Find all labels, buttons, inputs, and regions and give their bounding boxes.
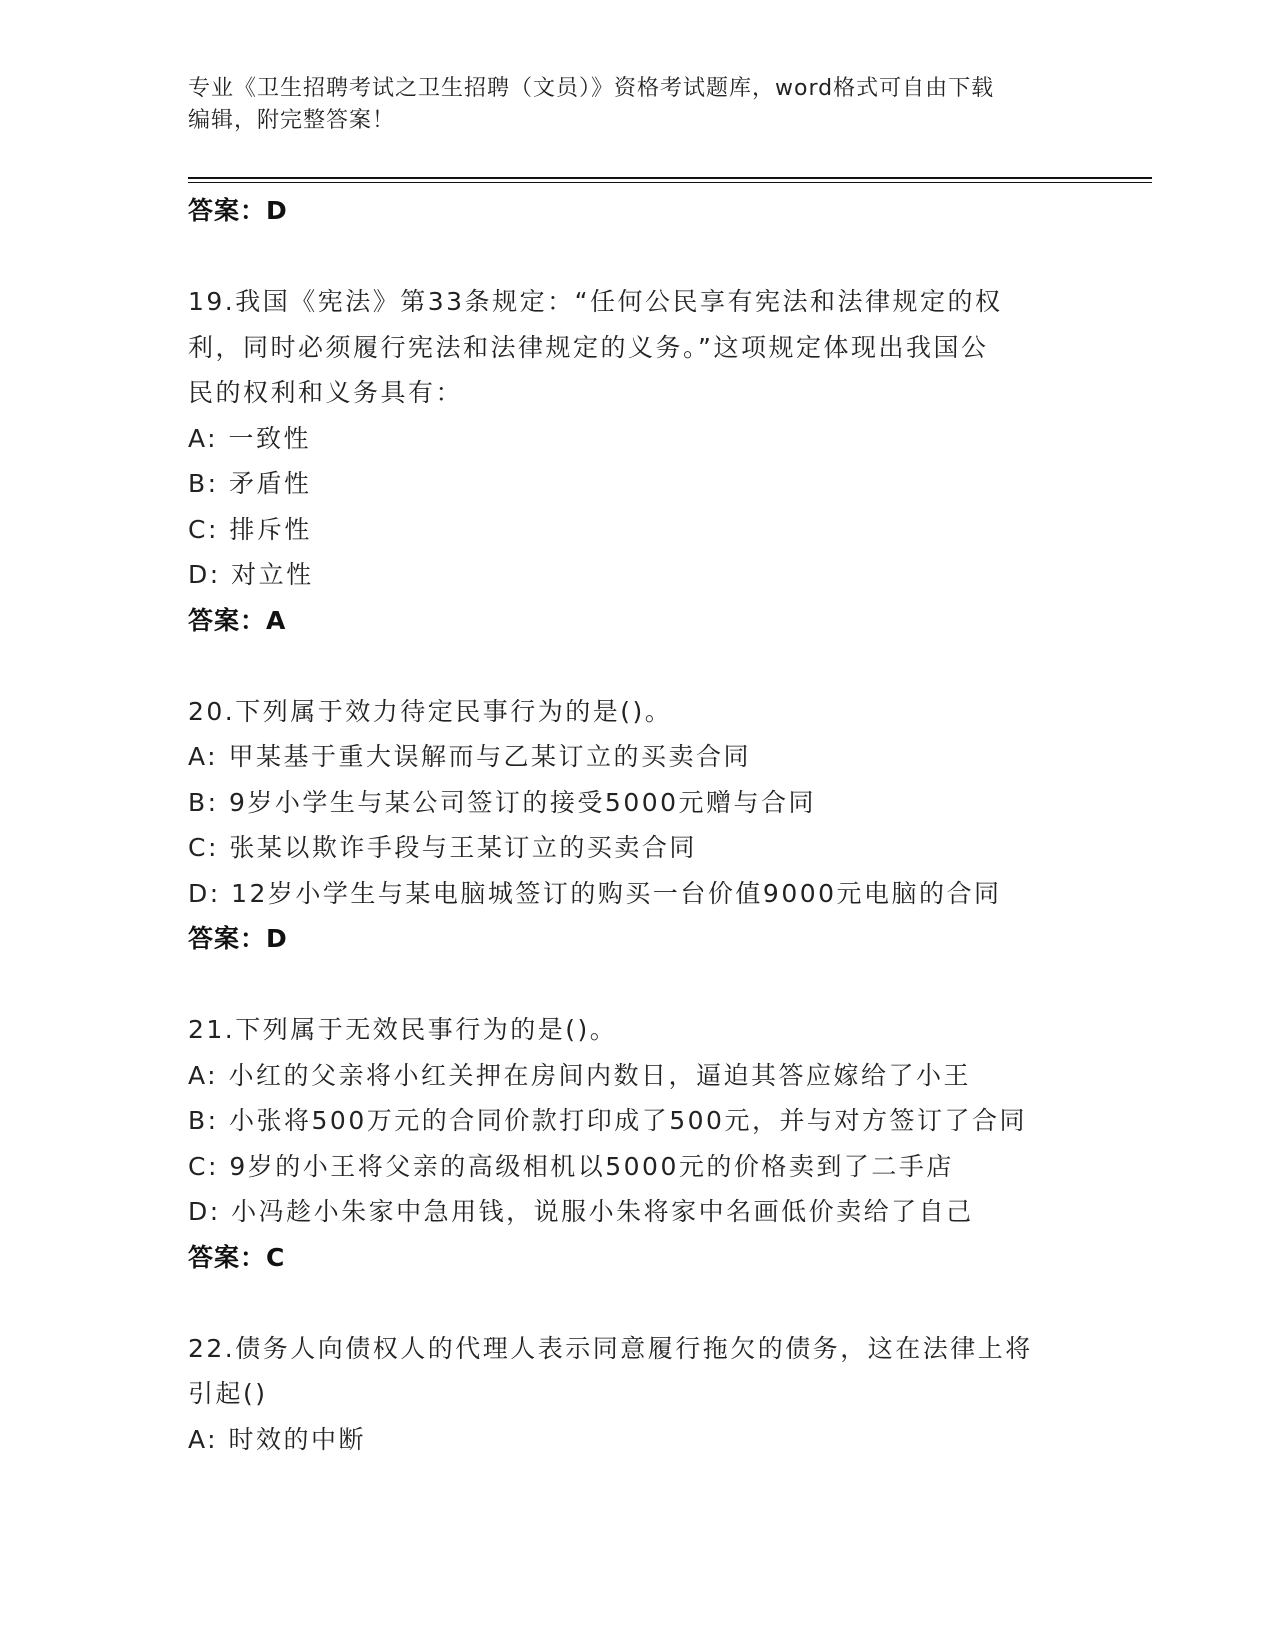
question-content — [188, 188, 1088, 1462]
spacer — [188, 962, 1088, 1008]
question-20 — [188, 689, 1088, 962]
question-stem-line: 21.下列属于无效民事行为的是()。 — [188, 1015, 618, 1044]
question-stem-line: 22.债务人向债权人的代理人表示同意履行拖欠的债务，这在法律上将 — [188, 1333, 1033, 1363]
spacer — [188, 643, 1088, 689]
option-d: D: 12岁小学生与某电脑城签订的购买一台价值9000元电脑的合同 — [188, 878, 1002, 908]
spacer — [188, 234, 1088, 280]
previous-answer: 答案：D — [188, 196, 288, 225]
option-b: B: 小张将500万元的合同价款打印成了500元，并与对方签订了合同 — [188, 1106, 1027, 1135]
spacer — [188, 1280, 1088, 1326]
header-rule-thick — [188, 177, 1152, 179]
question-stem-line: 引起() — [188, 1379, 268, 1408]
answer: 答案：C — [188, 1242, 286, 1272]
question-22 — [188, 1326, 1088, 1463]
page-header — [188, 73, 1088, 137]
option-c: C: 9岁的小王将父亲的高级相机以5000元的价格卖到了二手店 — [188, 1151, 954, 1181]
option-d: D: 对立性 — [188, 560, 314, 589]
question-stem-line: 19.我国《宪法》第33条规定：“任何公民享有宪法和法律规定的权 — [188, 287, 1003, 316]
question-stem-line: 利，同时必须履行宪法和法律规定的义务。”这项规定体现出我国公 — [188, 332, 989, 362]
option-a: A: 时效的中断 — [188, 1424, 367, 1454]
option-c: C: 排斥性 — [188, 514, 312, 544]
answer: 答案：D — [188, 924, 288, 953]
option-b: B: 9岁小学生与某公司签订的接受5000元赠与合同 — [188, 787, 817, 817]
header-line-2: 编辑，附完整答案！ — [188, 108, 396, 133]
option-c: C: 张某以欺诈手段与王某订立的买卖合同 — [188, 833, 697, 862]
option-d: D: 小冯趁小朱家中急用钱，说服小朱将家中名画低价卖给了自己 — [188, 1197, 974, 1226]
option-a: A: 一致性 — [188, 423, 312, 453]
header-line-1: 专业《卫生招聘考试之卫生招聘（文员）》资格考试题库，word格式可自由下载 — [188, 76, 995, 101]
question-21 — [188, 1007, 1088, 1280]
question-stem-line: 20.下列属于效力待定民事行为的是()。 — [188, 696, 673, 726]
answer: 答案：A — [188, 605, 287, 635]
option-b: B: 矛盾性 — [188, 469, 312, 498]
question-19 — [188, 279, 1088, 643]
option-a: A: 小红的父亲将小红关押在房间内数日，逼迫其答应嫁给了小王 — [188, 1060, 972, 1090]
question-stem-line: 民的权利和义务具有： — [188, 378, 464, 407]
header-rule-thin — [188, 182, 1152, 183]
option-a: A: 甲某基于重大误解而与乙某订立的买卖合同 — [188, 742, 752, 771]
